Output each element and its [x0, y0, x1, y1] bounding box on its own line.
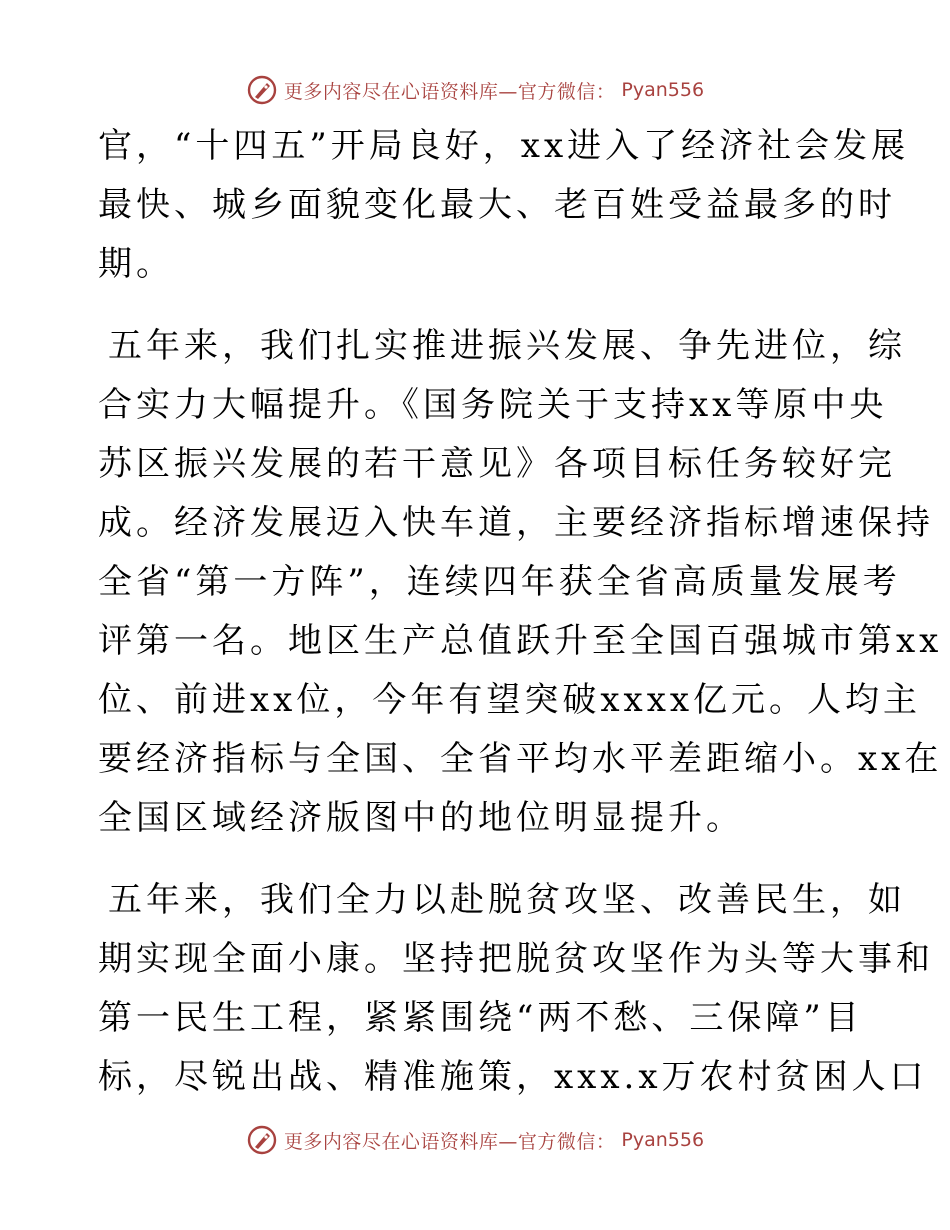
- text-line: 第一民生工程，紧紧围绕“两不愁、三保障”目: [98, 998, 863, 1038]
- text-line: 期实现全面小康。坚持把脱贫攻坚作为头等大事和: [98, 939, 934, 979]
- pen-nib-logo-icon: [246, 74, 278, 106]
- watermark-text: 更多内容尽在心语资料库—官方微信：: [283, 1130, 616, 1153]
- text-line: 合实力大幅提升。《国务院关于支持xx等原中央: [98, 385, 888, 425]
- text-line: 苏区振兴发展的若干意见》各项目标任务较好完: [98, 444, 896, 484]
- text-line: 要经济指标与全国、全省平均水平差距缩小。xx在: [98, 739, 943, 779]
- text-line: 位、前进xx位，今年有望突破xxxx亿元。人均主: [98, 680, 922, 720]
- text-line: 全国区域经济版图中的地位明显提升。: [98, 798, 744, 838]
- paragraph-2: [98, 317, 943, 848]
- text-line: 官，“十四五”开局良好，xx进入了经济社会发展: [98, 126, 910, 166]
- paragraph-1: [98, 117, 910, 294]
- text-line: 期。: [98, 244, 174, 284]
- text-line: 五年来，我们全力以赴脱贫攻坚、改善民生，如: [108, 880, 906, 920]
- footer-watermark: [0, 1120, 950, 1160]
- text-line: 最快、城乡面貌变化最大、老百姓受益最多的时: [98, 185, 896, 225]
- text-line: 标，尽锐出战、精准施策，xxx.x万农村贫困人口: [98, 1057, 928, 1097]
- text-line: 成。经济发展迈入快车道，主要经济指标增速保持: [98, 503, 934, 543]
- paragraph-3: [98, 871, 934, 1107]
- document-body: [98, 117, 943, 1107]
- watermark-wechat-id: Pyan556: [621, 1129, 705, 1151]
- watermark-wechat-id: Pyan556: [621, 79, 705, 101]
- text-line: 五年来，我们扎实推进振兴发展、争先进位，综: [108, 326, 906, 366]
- text-line: 全省“第一方阵”，连续四年获全省高质量发展考: [98, 562, 901, 602]
- watermark-text: 更多内容尽在心语资料库—官方微信：: [283, 80, 616, 103]
- pen-nib-logo-icon: [246, 1124, 278, 1156]
- header-watermark: [0, 70, 950, 110]
- text-line: 评第一名。地区生产总值跃升至全国百强城市第xx: [98, 621, 943, 661]
